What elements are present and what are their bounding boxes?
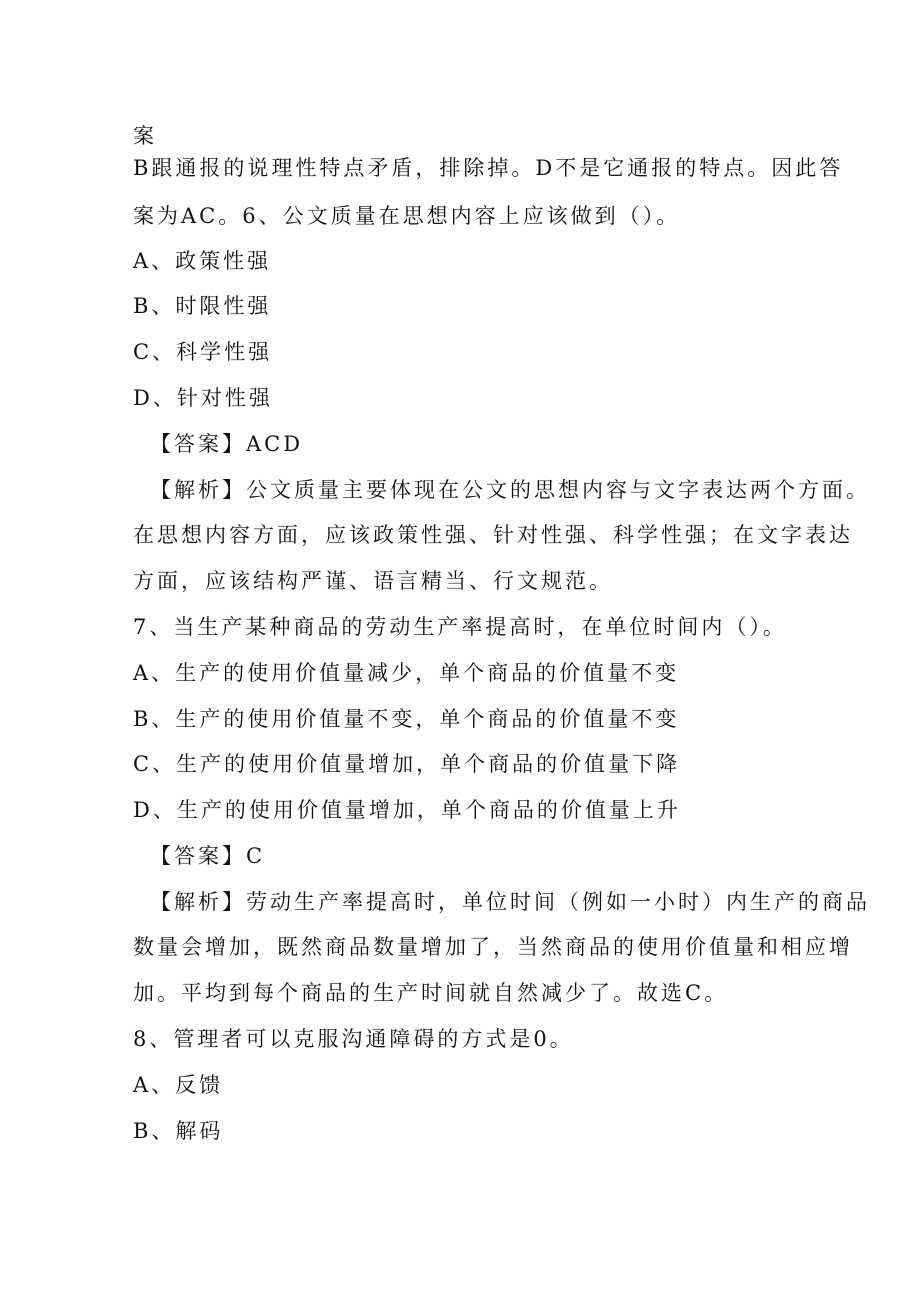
option-a: A、生产的使用价值量减少，单个商品的价值量不变 <box>133 661 680 685</box>
option-b: B、时限性强 <box>133 294 272 318</box>
option-d: D、针对性强 <box>133 386 273 410</box>
option-a: A、政策性强 <box>133 249 272 273</box>
question-6-line: 案为AC。6、公文质量在思想内容上应该做到（）。 <box>133 204 681 228</box>
option-c: C、生产的使用价值量增加，单个商品的价值量下降 <box>133 752 681 776</box>
question-7-line: 7、当生产某种商品的劳动生产率提高时，在单位时间内（）。 <box>133 615 787 639</box>
analysis-line: 在思想内容方面，应该政策性强、针对性强、科学性强；在文字表达 <box>133 523 853 547</box>
analysis-line: 【解析】劳动生产率提高时，单位时间（例如一小时）内生产的商品 <box>150 890 870 914</box>
analysis-line: 方面，应该结构严谨、语言精当、行文规范。 <box>133 569 613 593</box>
option-a: A、反馈 <box>133 1073 224 1097</box>
question-8-line: 8、管理者可以克服沟通障碍的方式是0。 <box>133 1027 574 1051</box>
text-line: 案 <box>133 124 157 148</box>
analysis-line: 【解析】公文质量主要体现在公文的思想内容与文字表达两个方面。 <box>150 478 870 502</box>
option-b: B、生产的使用价值量不变，单个商品的价值量不变 <box>133 707 680 731</box>
option-c: C、科学性强 <box>133 340 273 364</box>
answer-line: 【答案】ACD <box>150 432 304 456</box>
analysis-line: 加。平均到每个商品的生产时间就自然减少了。故选C。 <box>133 981 729 1005</box>
answer-line: 【答案】C <box>150 844 266 868</box>
option-d: D、生产的使用价值量增加，单个商品的价值量上升 <box>133 798 681 822</box>
option-b: B、解码 <box>133 1119 224 1143</box>
text-line: B跟通报的说理性特点矛盾，排除掉。D不是它通报的特点。因此答 <box>133 156 844 180</box>
analysis-line: 数量会增加，既然商品数量增加了，当然商品的使用价值量和相应增 <box>133 935 853 959</box>
